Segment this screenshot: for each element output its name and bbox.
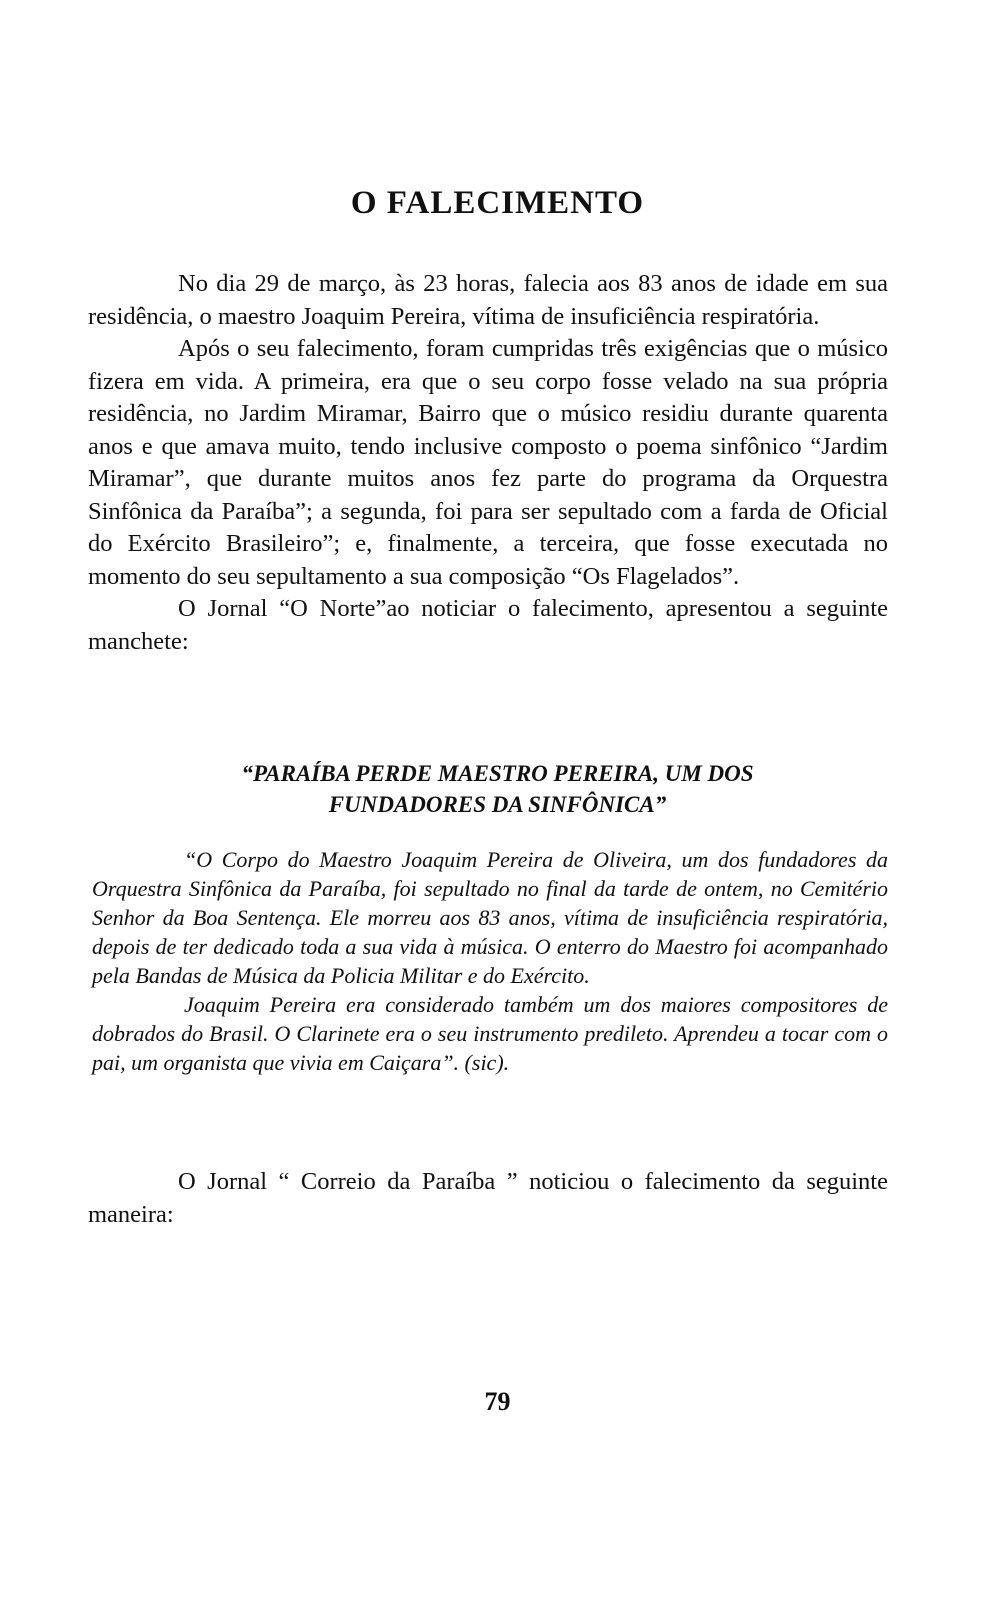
page-title: O FALECIMENTO — [350, 185, 645, 222]
newspaper-headline — [0, 758, 995, 820]
paragraph-death-announcement: No dia 29 de março, às 23 horas, falecia aos 83 anos de idade em sua residência, o maestro Joaquim Pereira, vítima de insuficiência respiratória. — [88, 270, 888, 330]
quote-paragraph-composer: Joaquim Pereira era considerado também um dos maiores compositores de dobrados do Brasil. O Clarinete era o seu instrumento predileto. Aprendeu a tocar com o pai, um organista que vivia em Caiçara”. (sic). — [92, 992, 888, 1075]
headline-line-2: FUNDADORES DA SINFÔNICA” — [328, 792, 667, 817]
page-number: 79 — [484, 1387, 511, 1416]
newspaper-quote — [92, 845, 888, 1077]
intro-text — [88, 268, 888, 658]
headline-line-1: “PARAÍBA PERDE MAESTRO PEREIRA, UM DOS — [241, 761, 754, 786]
paragraph-newspaper-intro: O Jornal “O Norte”ao noticiar o falecimento, apresentou a seguinte manchete: — [88, 595, 888, 655]
paragraph-correio: O Jornal “ Correio da Paraíba ” noticiou o falecimento da seguinte maneira: — [88, 1168, 888, 1228]
paragraph-three-requests: Após o seu falecimento, foram cumpridas três exigências que o músico fizera em vida. A primeira, era que o seu corpo fosse velado na sua própria residência, no Jardim Miramar, Bairro que o músico residiu durante quarenta anos e que amava muito, tendo inclusive composto o poema sinfônico “Jardim Miramar”, que durante muitos anos fez parte do programa da Orquestra Sinfônica da Paraíba”; a segunda, foi para ser sepultado com a farda de Oficial do Exército Brasileiro”; e, finalmente, a terceira, que fosse executada no momento do seu sepultamento a sua composição “Os Flagelados”. — [88, 335, 888, 590]
closing-text — [88, 1166, 888, 1231]
quote-paragraph-burial: “O Corpo do Maestro Joaquim Pereira de Oliveira, um dos fundadores da Orquestra Sinfônica da Paraíba, foi sepultado no final da tarde de ontem, no Cemitério Senhor da Boa Sentença. Ele morreu aos 83 anos, vítima de insuficiência respiratória, depois de ter dedicado toda a sua vida à música. O enterro do Maestro foi acompanhado pela Bandas de Música da Policia Militar e do Exército. — [92, 847, 888, 988]
